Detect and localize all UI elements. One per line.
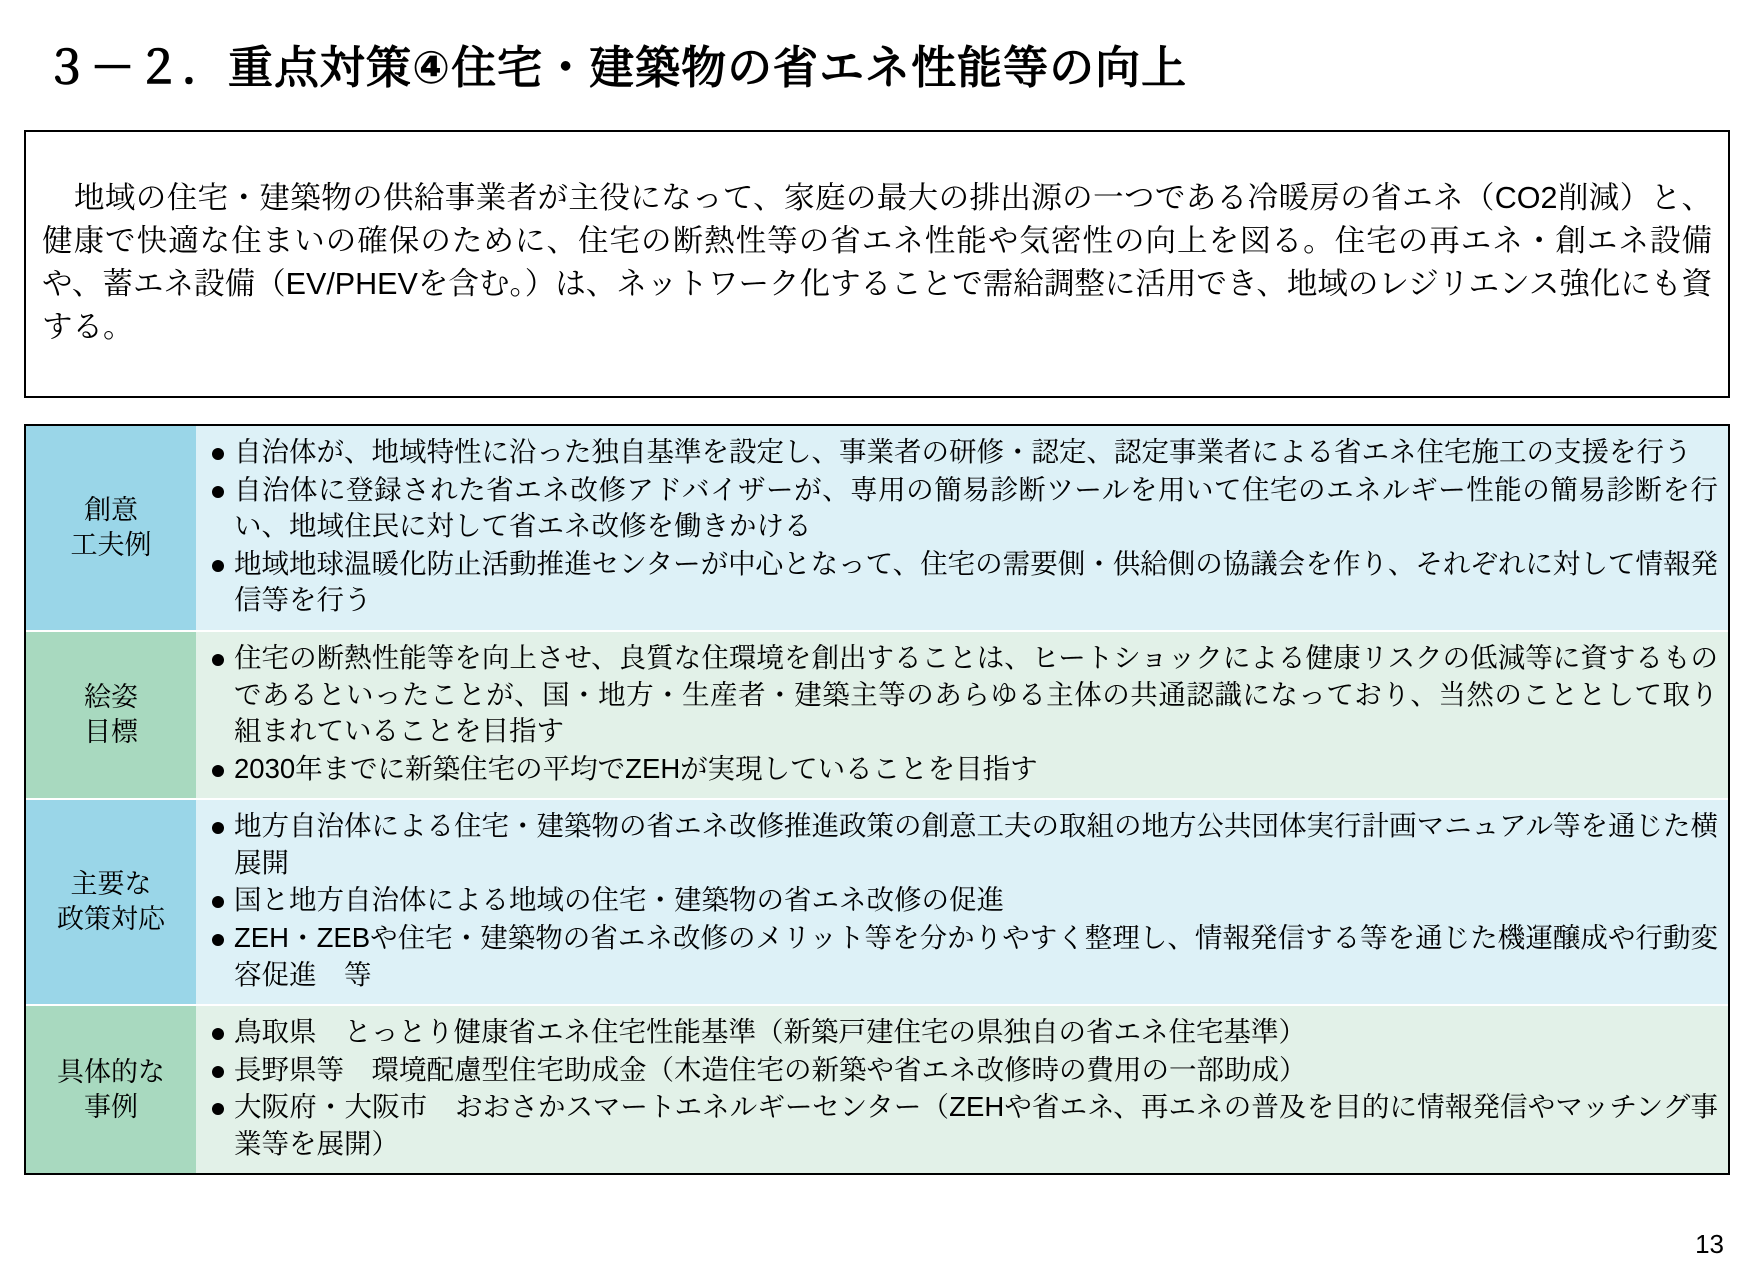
row-label-line: 具体的な [57, 1056, 165, 1087]
row-label [26, 632, 196, 798]
slide [0, 30, 1754, 1270]
bullet-list [208, 1014, 1718, 1162]
row-body [196, 632, 1728, 798]
row-label-line: 創意 [84, 495, 138, 526]
measures-table [24, 424, 1730, 1175]
row-label-line: 工夫例 [70, 530, 152, 561]
row-label-line: 絵姿 [84, 682, 138, 713]
table-row [26, 426, 1728, 632]
table-row [26, 1006, 1728, 1173]
list-item: 2030年までに新築住宅の平均でZEHが実現していることを目指す [208, 751, 1718, 788]
lead-box [24, 130, 1730, 398]
row-body [196, 426, 1728, 630]
row-body [196, 800, 1728, 1004]
bullet-list [208, 640, 1718, 787]
lead-paragraph: 地域の住宅・建築物の供給事業者が主役になって、家庭の最大の排出源の一つである冷暖房の省エネ（CO2削減）と、健康で快適な住まいの確保のために、住宅の断熱性等の省エネ性能や気密性の向上を図る。住宅の再エネ・創エネ設備や、蓄エネ設備（EV/PHEVを含む。）は、ネットワーク化することで需給調整に活用でき、地域のレジリエンス強化にも資する。 [42, 180, 1712, 345]
row-label-line: 政策対応 [57, 904, 165, 935]
row-label [26, 800, 196, 1004]
list-item: 長野県等 環境配慮型住宅助成金（木造住宅の新築や省エネ改修時の費用の一部助成） [208, 1052, 1718, 1089]
page-number: 13 [1695, 1229, 1724, 1260]
list-item: 地方自治体による住宅・建築物の省エネ改修推進政策の創意工夫の取組の地方公共団体実行計画マニュアル等を通じた横展開 [208, 808, 1718, 881]
page-title: ３－２．重点対策④住宅・建築物の省エネ性能等の向上 [44, 42, 1188, 94]
row-label [26, 426, 196, 630]
bullet-list [208, 808, 1718, 993]
list-item: 自治体が、地域特性に沿った独自基準を設定し、事業者の研修・認定、認定事業者による省エネ住宅施工の支援を行う [208, 434, 1718, 471]
list-item: ZEH・ZEBや住宅・建築物の省エネ改修のメリット等を分かりやすく整理し、情報発信する等を通じた機運醸成や行動変容促進 等 [208, 920, 1718, 993]
list-item: 国と地方自治体による地域の住宅・建築物の省エネ改修の促進 [208, 882, 1718, 919]
table-row [26, 632, 1728, 800]
list-item: 地域地球温暖化防止活動推進センターが中心となって、住宅の需要側・供給側の協議会を作り、それぞれに対して情報発信等を行う [208, 546, 1718, 619]
row-label-line: 主要な [70, 869, 152, 900]
row-label [26, 1006, 196, 1173]
row-body [196, 1006, 1728, 1173]
list-item: 鳥取県 とっとり健康省エネ住宅性能基準（新築戸建住宅の県独自の省エネ住宅基準） [208, 1014, 1718, 1051]
list-item: 住宅の断熱性能等を向上させ、良質な住環境を創出することは、ヒートショックによる健康リスクの低減等に資するものであるといったことが、国・地方・生産者・建築主等のあらゆる主体の共通認識になっており、当然のこととして取り組まれていることを目指す [208, 640, 1718, 750]
list-item: 大阪府・大阪市 おおさかスマートエネルギーセンター（ZEHや省エネ、再エネの普及を目的に情報発信やマッチング事業等を展開） [208, 1089, 1718, 1162]
table-row [26, 800, 1728, 1006]
bullet-list [208, 434, 1718, 619]
row-label-line: 目標 [84, 717, 138, 748]
row-label-line: 事例 [84, 1091, 138, 1122]
list-item: 自治体に登録された省エネ改修アドバイザーが、専用の簡易診断ツールを用いて住宅のエネルギー性能の簡易診断を行い、地域住民に対して省エネ改修を働きかける [208, 472, 1718, 545]
